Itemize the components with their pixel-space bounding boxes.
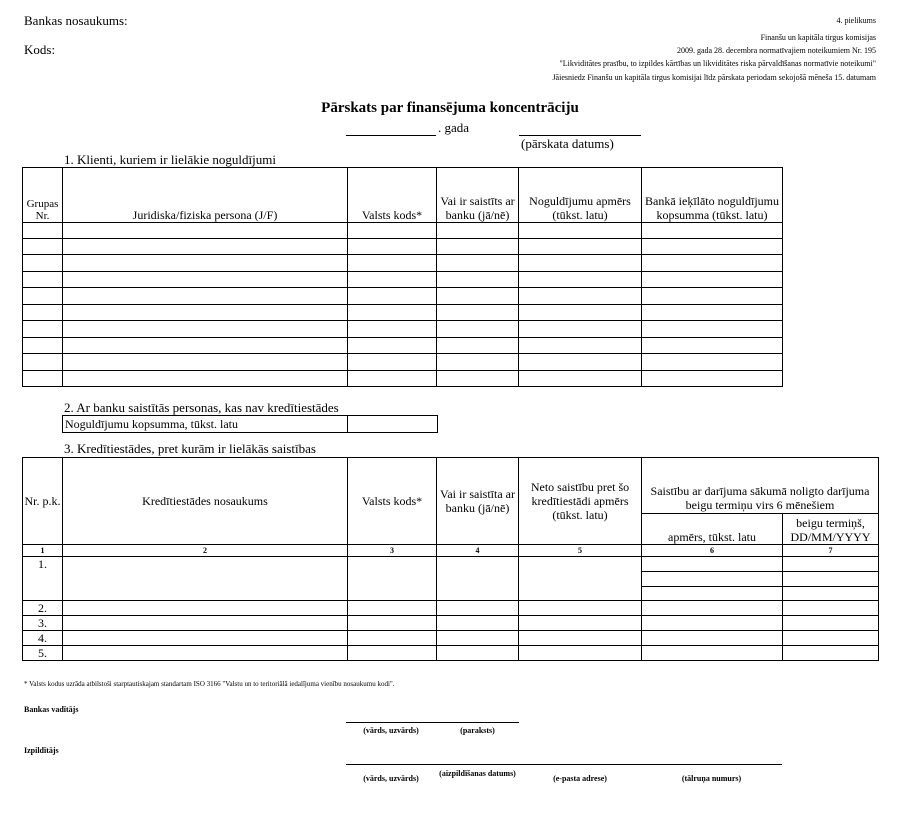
cell[interactable] [642, 272, 783, 288]
regulation-line-1: Finanšu un kapitāla tirgus komisijas [760, 33, 876, 42]
table-row [23, 371, 783, 387]
cell[interactable] [63, 255, 348, 272]
cell[interactable] [519, 255, 642, 272]
cell[interactable] [63, 601, 348, 616]
col-person-type: Juridiska/fiziska persona (J/F) [63, 168, 348, 223]
cell[interactable] [23, 239, 63, 255]
table-row [23, 239, 783, 255]
bank-head-signature-caption: (paraksts) [460, 726, 495, 735]
col-pledged-total: Bankā ieķīlāto noguldījumu kopsumma (tūkst. latu) [642, 168, 783, 223]
column-number: 4 [437, 545, 519, 557]
row-number: 4. [23, 631, 63, 646]
cell[interactable] [437, 354, 519, 371]
cell[interactable] [783, 587, 879, 601]
col-related: Vai ir saistīta ar banku (jā/nē) [437, 458, 519, 545]
col-country-code: Valsts kods* [348, 168, 437, 223]
cell[interactable] [519, 354, 642, 371]
bank-name-label: Bankas nosaukums: [24, 13, 128, 28]
table-row [23, 255, 783, 272]
cell[interactable] [642, 616, 783, 631]
credit-institutions-table [22, 457, 879, 661]
col-deposit-amount: Noguldījumu apmērs (tūkst. latu) [519, 168, 642, 223]
row-number: 1. [23, 557, 63, 601]
row-number: 2. [23, 601, 63, 616]
cell[interactable] [23, 223, 63, 239]
cell[interactable] [642, 223, 783, 239]
regulation-line-4: Jāiesniedz Finanšu un kapitāla tirgus komisijai līdz pārskata periodam sekojošā mēneša 15. datumam [552, 73, 876, 82]
cell[interactable] [348, 646, 437, 661]
cell[interactable] [783, 631, 879, 646]
cell[interactable] [519, 371, 642, 387]
cell[interactable] [23, 354, 63, 371]
col-net-liabilities: Neto saistību pret šo kredītiestādi apmērs (tūkst. latu) [519, 458, 642, 545]
table-row [23, 288, 783, 305]
report-date-label: (pārskata datums) [521, 136, 614, 151]
cell[interactable] [23, 371, 63, 387]
executor-name-caption: (vārds, uzvārds) [363, 774, 419, 783]
cell[interactable] [348, 557, 437, 601]
code-label: Kods: [24, 42, 56, 57]
cell[interactable] [348, 321, 437, 338]
cell[interactable] [63, 631, 348, 646]
col-related: Vai ir saistīts ar banku (jā/nē) [437, 168, 519, 223]
cell[interactable] [519, 616, 642, 631]
cell[interactable] [437, 272, 519, 288]
bank-head-signature-line[interactable] [346, 722, 519, 723]
cell[interactable] [23, 305, 63, 321]
cell[interactable] [63, 272, 348, 288]
table-row [23, 646, 879, 661]
deposit-total-input[interactable] [348, 416, 438, 433]
cell[interactable] [23, 338, 63, 354]
cell[interactable] [783, 601, 879, 616]
cell[interactable] [642, 572, 783, 587]
section1-heading: 1. Klienti, kuriem ir lielākie noguldījumi [64, 152, 276, 167]
related-persons-table [62, 415, 438, 433]
row-number: 5. [23, 646, 63, 661]
cell[interactable] [437, 288, 519, 305]
cell[interactable] [63, 223, 348, 239]
cell[interactable] [63, 321, 348, 338]
cell[interactable] [348, 255, 437, 272]
cell[interactable] [642, 305, 783, 321]
cell[interactable] [519, 223, 642, 239]
cell[interactable] [783, 557, 879, 572]
cell[interactable] [437, 371, 519, 387]
cell[interactable] [642, 601, 783, 616]
cell[interactable] [519, 338, 642, 354]
table-row [23, 223, 783, 239]
section2-heading: 2. Ar banku saistītās personas, kas nav kredītiestādes [64, 400, 339, 415]
cell[interactable] [519, 288, 642, 305]
executor-signature-line[interactable] [346, 764, 782, 765]
cell[interactable] [642, 646, 783, 661]
column-number-row [23, 545, 879, 557]
phone-caption: (tālruņa numurs) [681, 774, 742, 783]
col-country-code: Valsts kods* [348, 458, 437, 545]
col-amount: apmērs, tūkst. latu [642, 514, 783, 545]
completion-date-caption: (aizpildīšanas datums) [439, 769, 516, 778]
cell[interactable] [23, 255, 63, 272]
year-underline [346, 135, 436, 136]
table-row [23, 321, 783, 338]
cell[interactable] [437, 305, 519, 321]
table-row [23, 601, 879, 616]
cell[interactable] [437, 646, 519, 661]
col-institution-name: Kredītiestādes nosaukums [63, 458, 348, 545]
cell[interactable] [348, 288, 437, 305]
cell[interactable] [63, 354, 348, 371]
cell[interactable] [519, 321, 642, 338]
cell[interactable] [642, 321, 783, 338]
cell[interactable] [783, 616, 879, 631]
cell[interactable] [437, 223, 519, 239]
email-caption: (e-pasta adrese) [553, 774, 607, 783]
table-row [23, 557, 879, 572]
cell[interactable] [519, 272, 642, 288]
cell[interactable] [348, 338, 437, 354]
table-row [23, 616, 879, 631]
column-number: 6 [642, 545, 783, 557]
cell[interactable] [642, 338, 783, 354]
row-number: 3. [23, 616, 63, 631]
bank-head-label: Bankas vadītājs [24, 705, 79, 714]
appendix-label: 4. pielikums [836, 16, 876, 25]
cell[interactable] [783, 646, 879, 661]
cell[interactable] [437, 338, 519, 354]
cell[interactable] [63, 239, 348, 255]
col-term: beigu termiņš, DD/MM/YYYY [783, 514, 879, 545]
col-nr: Nr. p.k. [23, 458, 63, 545]
col-group-nr: Grupas Nr. [23, 168, 63, 223]
table-row [23, 272, 783, 288]
table-row [23, 354, 783, 371]
cell[interactable] [519, 557, 642, 601]
cell[interactable] [63, 616, 348, 631]
cell[interactable] [63, 338, 348, 354]
cell[interactable] [348, 601, 437, 616]
cell[interactable] [519, 646, 642, 661]
column-number: 1 [23, 545, 63, 557]
cell[interactable] [642, 288, 783, 305]
regulation-line-3: "Likviditātes prasību, to izpildes kārtības un likviditātes riska pārvaldīšanas normatīvie noteikumi" [559, 59, 876, 68]
cell[interactable] [642, 587, 783, 601]
year-suffix: . gada [438, 120, 470, 135]
table-row [23, 305, 783, 321]
cell[interactable] [437, 601, 519, 616]
cell[interactable] [348, 371, 437, 387]
cell[interactable] [63, 646, 348, 661]
cell[interactable] [63, 557, 348, 601]
column-number: 5 [519, 545, 642, 557]
column-number: 7 [783, 545, 879, 557]
cell[interactable] [437, 557, 519, 601]
section3-heading: 3. Kredītiestādes, pret kurām ir lielākās saistības [64, 441, 316, 456]
cell[interactable] [63, 288, 348, 305]
cell[interactable] [642, 239, 783, 255]
cell[interactable] [519, 239, 642, 255]
table-row [23, 338, 783, 354]
cell[interactable] [23, 288, 63, 305]
column-number: 2 [63, 545, 348, 557]
cell[interactable] [437, 321, 519, 338]
cell[interactable] [642, 255, 783, 272]
cell[interactable] [23, 321, 63, 338]
cell[interactable] [348, 223, 437, 239]
clients-table [22, 167, 783, 387]
cell[interactable] [642, 631, 783, 646]
cell[interactable] [519, 601, 642, 616]
executor-label: Izpildītājs [24, 746, 59, 755]
cell[interactable] [63, 305, 348, 321]
footnote: * Valsts kodus uzrāda atbilstoši starptautiskajam standartam ISO 3166 "Valstu un to teritoriālā iedalījuma vienību nosaukumu kodi". [24, 680, 395, 688]
cell[interactable] [437, 616, 519, 631]
cell[interactable] [348, 616, 437, 631]
table-row [23, 631, 879, 646]
cell[interactable] [348, 305, 437, 321]
cell[interactable] [348, 272, 437, 288]
cell[interactable] [519, 631, 642, 646]
cell[interactable] [519, 305, 642, 321]
col-long-term-group: Saistību ar darījuma sākumā noligto darījuma beigu termiņu virs 6 mēnešiem [642, 458, 879, 514]
cell[interactable] [437, 631, 519, 646]
cell[interactable] [642, 371, 783, 387]
cell[interactable] [348, 239, 437, 255]
cell[interactable] [437, 255, 519, 272]
page-title: Pārskats par finansējuma koncentrāciju [321, 100, 579, 116]
cell[interactable] [63, 371, 348, 387]
cell[interactable] [348, 631, 437, 646]
clients-header-row [23, 168, 783, 223]
column-number: 3 [348, 545, 437, 557]
cell[interactable] [642, 557, 783, 572]
cell[interactable] [23, 272, 63, 288]
bank-head-name-caption: (vārds, uzvārds) [363, 726, 419, 735]
cell[interactable] [348, 354, 437, 371]
cell[interactable] [783, 572, 879, 587]
cell[interactable] [642, 354, 783, 371]
cell[interactable] [437, 239, 519, 255]
regulation-line-2: 2009. gada 28. decembra normatīvajiem noteikumiem Nr. 195 [676, 46, 876, 55]
deposit-total-label: Noguldījumu kopsumma, tūkst. latu [63, 416, 348, 433]
